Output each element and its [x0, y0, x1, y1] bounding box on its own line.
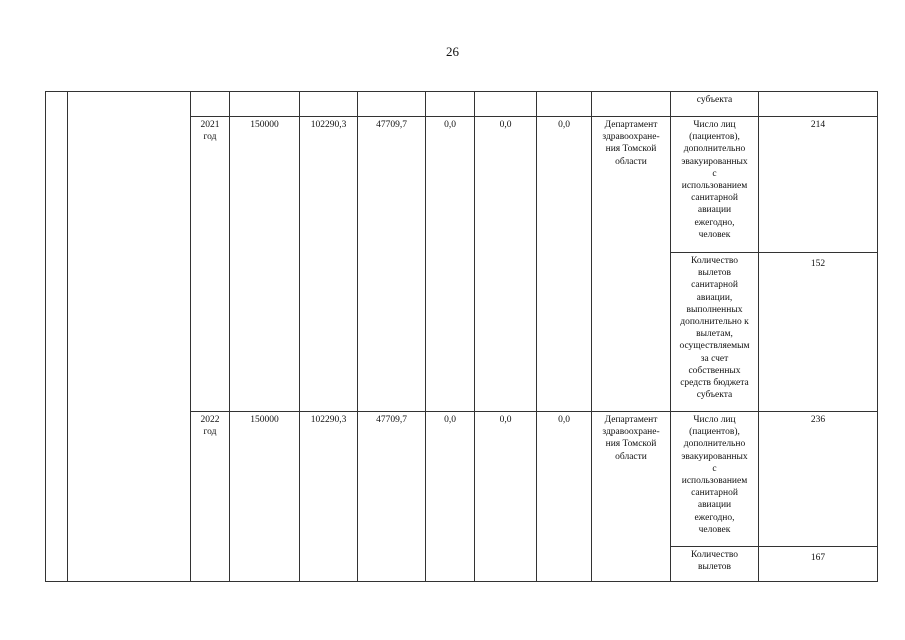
indicator-cell: субъекта: [671, 92, 759, 117]
executor-cell: Департамент здравоохране- ния Томской области: [592, 117, 671, 412]
indicator-value-cell: 214: [759, 117, 878, 253]
total-cell: 150000: [230, 117, 300, 412]
other-cell: 0,0: [537, 412, 592, 582]
indicator-cell: Число лиц (пациентов), дополнительно эвакуированных с использованием санитарной авиации ежегодно, человек: [671, 412, 759, 547]
indicator-value-cell: 152: [759, 253, 878, 412]
indicator-cell: Число лиц (пациентов), дополнительно эвакуированных с использованием санитарной авиации ежегодно, человек: [671, 117, 759, 253]
year-cell: 2021 год: [191, 117, 230, 412]
other-cell: 0,0: [537, 117, 592, 412]
regional-cell: 47709,7: [358, 412, 426, 582]
event-name-cell: [68, 92, 191, 582]
local-cell: 0,0: [426, 412, 475, 582]
tfoms-cell: 0,0: [475, 412, 537, 582]
number-cell: [46, 92, 68, 582]
federal-cell: 102290,3: [300, 412, 358, 582]
executor-cell: Департамент здравоохране- ния Томской области: [592, 412, 671, 582]
indicator-cell: Количество вылетов санитарной авиации, выполненных дополнительно к вылетам, осуществляемым за счет собственных средств бюджета субъекта: [671, 253, 759, 412]
indicator-value-cell: 167: [759, 547, 878, 582]
indicator-cell: Количество вылетов: [671, 547, 759, 582]
federal-cell: 102290,3: [300, 117, 358, 412]
local-cell: 0,0: [426, 117, 475, 412]
tfoms-cell: 0,0: [475, 117, 537, 412]
page-number: 26: [446, 44, 459, 59]
total-cell: 150000: [230, 412, 300, 582]
regional-cell: 47709,7: [358, 117, 426, 412]
table-row-continuation: [46, 92, 878, 117]
year-cell: 2022 год: [191, 412, 230, 582]
program-table: [45, 91, 878, 582]
indicator-value-cell: 236: [759, 412, 878, 547]
